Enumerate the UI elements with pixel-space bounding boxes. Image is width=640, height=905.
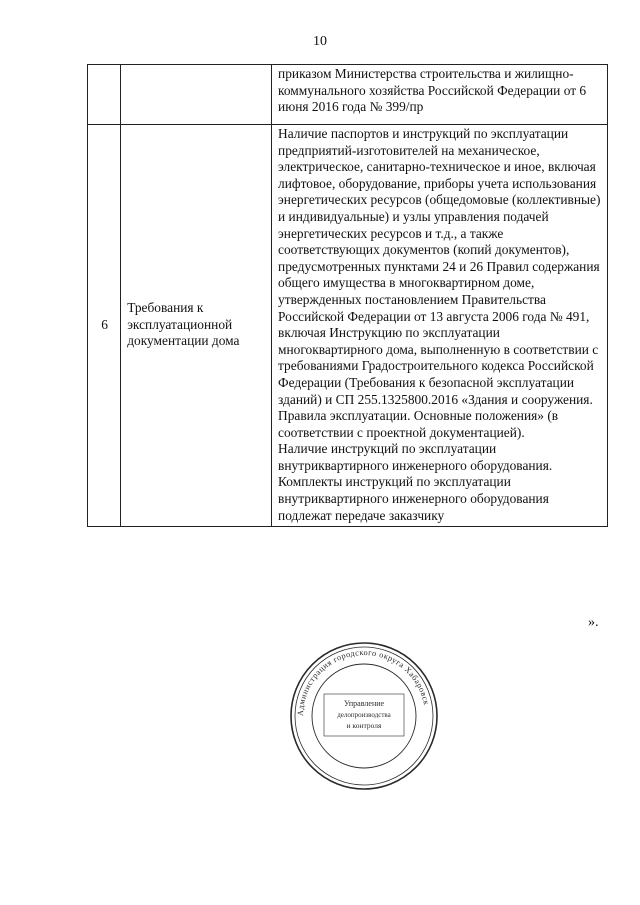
seal-outer-text: Администрация городского округа Хабаровск — [295, 647, 431, 717]
closing-quote: ». — [588, 615, 599, 630]
table-row-6 — [88, 125, 608, 527]
seal-center-line: Управление — [343, 699, 385, 708]
row-requirement-cell — [272, 125, 608, 527]
row-number-cell: 6 — [88, 125, 121, 527]
requirement-paragraph: Наличие инструкций по эксплуатации внутриквартирного инженерного оборудования. — [278, 441, 553, 473]
row-requirement-cell: приказом Министерства строительства и жилищно-коммунального хозяйства Российской Федерации от 6 июня 2016 года № 399/пр — [272, 65, 608, 125]
row-name-cell: Требования к эксплуатационной документации дома — [121, 125, 272, 527]
requirements-table — [87, 64, 608, 527]
row-name-cell — [121, 65, 272, 125]
official-seal — [288, 640, 440, 792]
seal-center-line: делопроизводства — [337, 711, 391, 719]
row-number-cell — [88, 65, 121, 125]
page-number: 10 — [313, 34, 327, 49]
seal-center-line: и контроля — [346, 721, 382, 730]
table-row-continuation — [88, 65, 608, 125]
requirement-paragraph: Комплекты инструкций по эксплуатации внутриквартирного инженерного оборудования подлежат передаче заказчику — [278, 474, 549, 523]
requirement-paragraph: Наличие паспортов и инструкций по эксплуатации предприятий-изготовителей на механическое, электрическое, санитарно-техническое и иное, включая лифтовое, оборудование, приборы учета использования энергетических ресурсов (общедомовые (коллективные) и индивидуальные) и узлы управления подачей энергетических ресурсов и т.д., а также соответствующих документов (копий документов), предусмотренных пунктами 24 и 26 Правил содержания общего имущества в многоквартирном доме, утвержденных постановлением Правительства Российской Федерации от 13 августа 2006 года № 491, включая Инструкцию по эксплуатации многоквартирного дома, выполненную в соответствии с требованиями Градостроительного кодекса Российской Федерации (Требования к безопасной эксплуатации зданий) и СП 255.1325800.2016 «Здания и сооружения. Правила эксплуатации. Основные положения» (в соответствии с проектной документацией). — [278, 126, 601, 440]
